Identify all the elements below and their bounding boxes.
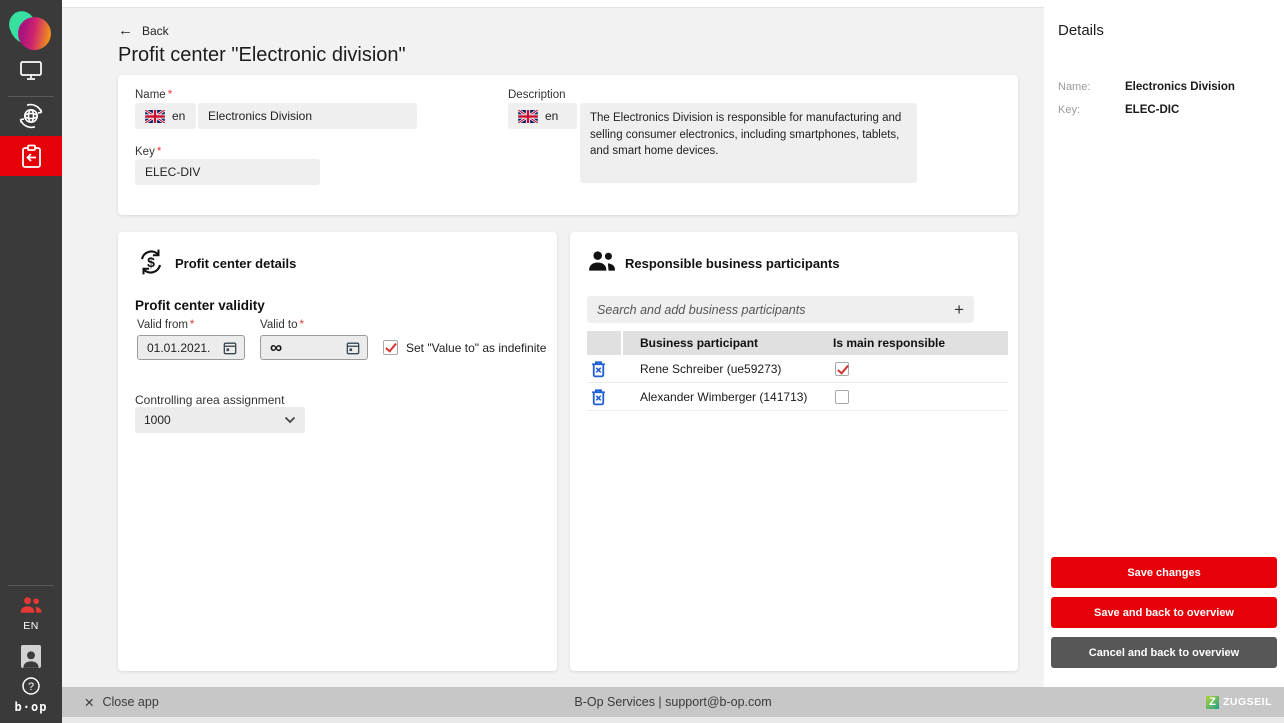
close-app-label: Close app — [102, 695, 159, 709]
table-row — [587, 355, 1008, 383]
globe-sync-icon — [17, 102, 45, 130]
back-button[interactable] — [118, 22, 169, 39]
back-label: Back — [142, 23, 169, 38]
indefinite-checkbox-label: Set "Value to" as indefinite — [406, 341, 547, 355]
controlling-area-label: Controlling area assignment — [135, 393, 285, 407]
sidebar-divider-bottom — [8, 585, 54, 586]
calendar-icon[interactable] — [223, 341, 237, 355]
sidebar-item-participants[interactable] — [0, 596, 62, 614]
details-card-title: Profit center details — [175, 256, 297, 271]
uk-flag-icon — [145, 110, 165, 123]
sidebar-item-desktop[interactable] — [0, 60, 62, 81]
valid-from-value: 01.01.2021. — [147, 340, 211, 355]
footer-bar — [62, 687, 1284, 717]
delete-participant-icon[interactable] — [590, 360, 607, 378]
name-language-code: en — [172, 109, 186, 123]
main-content — [62, 0, 1044, 687]
save-and-back-button[interactable]: Save and back to overview — [1051, 597, 1277, 628]
valid-to-label: Valid to * — [260, 319, 304, 331]
participant-name: Rene Schreiber (ue59273) — [640, 361, 782, 376]
controlling-area-select[interactable] — [135, 407, 305, 433]
uk-flag-icon — [518, 110, 538, 123]
calendar-icon[interactable] — [346, 341, 360, 355]
participant-column-header: Business participant — [640, 336, 759, 350]
participants-table — [587, 331, 1008, 411]
delete-participant-icon[interactable] — [590, 388, 607, 406]
controlling-area-value: 1000 — [144, 413, 171, 427]
cancel-and-back-button[interactable]: Cancel and back to overview — [1051, 637, 1277, 668]
delete-column-header — [587, 331, 623, 355]
main-responsible-column-header: Is main responsible — [833, 336, 946, 350]
zugseil-z-icon: Z — [1206, 696, 1219, 709]
sidebar-item-profit-centers-active[interactable] — [0, 136, 62, 176]
name-input[interactable] — [198, 103, 417, 129]
description-language-code: en — [545, 109, 559, 123]
sidebar-item-sync-world[interactable] — [0, 102, 62, 130]
description-language-selector[interactable] — [508, 103, 577, 129]
zugseil-logo — [1206, 687, 1272, 717]
general-info-card — [118, 75, 1018, 215]
key-input[interactable] — [135, 159, 320, 185]
avatar-icon — [21, 645, 41, 668]
details-panel-title: Details — [1058, 22, 1104, 39]
main-responsible-checkbox[interactable] — [835, 362, 849, 376]
valid-from-label: Valid from * — [137, 319, 195, 331]
footer-bottom-strip — [62, 717, 1284, 723]
indefinite-checkbox[interactable] — [383, 340, 398, 355]
valid-from-datepicker[interactable] — [137, 335, 245, 360]
details-key-value: ELEC-DIC — [1125, 104, 1180, 116]
chevron-down-icon — [284, 416, 296, 424]
validity-heading: Profit center validity — [135, 298, 265, 313]
bop-logo-icon: b·op — [14, 700, 48, 714]
key-label: Key * — [135, 146, 162, 158]
zugseil-wordmark: ZUGSEIL — [1222, 696, 1272, 708]
save-changes-button[interactable]: Save changes — [1051, 557, 1277, 588]
footer-service-text: B-Op Services | support@b-op.com — [574, 695, 772, 709]
participant-search-input[interactable] — [597, 303, 954, 317]
name-label: Name * — [135, 89, 173, 101]
details-name-value: Electronics Division — [1125, 81, 1235, 93]
people-red-icon — [19, 596, 43, 614]
participants-card-title: Responsible business participants — [625, 256, 840, 271]
clipboard-back-icon — [20, 144, 43, 169]
valid-to-datepicker[interactable] — [260, 335, 368, 360]
participants-table-header — [587, 331, 1008, 355]
participant-name: Alexander Wimberger (141713) — [640, 389, 808, 404]
profit-center-details-card — [118, 232, 557, 671]
money-sync-icon — [135, 246, 167, 278]
description-label: Description — [508, 89, 566, 101]
logo-orb-shape — [18, 17, 51, 50]
details-side-panel — [1044, 0, 1284, 687]
app-logo-icon[interactable] — [8, 8, 54, 54]
close-icon: ✕ — [84, 695, 95, 710]
help-icon — [21, 676, 41, 696]
sidebar-divider — [8, 96, 54, 97]
participants-card — [570, 232, 1018, 671]
infinity-icon: ∞ — [270, 338, 283, 357]
app-sidebar — [0, 0, 62, 723]
back-arrow-icon: ← — [118, 22, 133, 39]
table-row — [587, 383, 1008, 411]
name-language-selector[interactable] — [135, 103, 196, 129]
participant-search-field[interactable] — [587, 296, 974, 323]
people-icon — [587, 250, 617, 272]
details-name-label: Name: — [1058, 81, 1091, 93]
sidebar-help[interactable] — [0, 676, 62, 696]
monitor-icon — [19, 60, 43, 81]
svg-text:?: ? — [27, 681, 35, 693]
svg-text:$: $ — [147, 254, 155, 270]
main-responsible-checkbox[interactable] — [835, 390, 849, 404]
add-participant-icon[interactable]: + — [954, 300, 964, 319]
details-key-label: Key: — [1058, 104, 1081, 116]
description-textarea[interactable]: The Electronics Division is responsible for manufacturing and selling consumer electronics, including smartphones, tablets, and smart home devices. — [580, 103, 917, 183]
sidebar-user-avatar[interactable] — [0, 645, 62, 668]
sidebar-language-switch[interactable]: EN — [23, 620, 39, 632]
page-title: Profit center "Electronic division" — [118, 44, 406, 66]
